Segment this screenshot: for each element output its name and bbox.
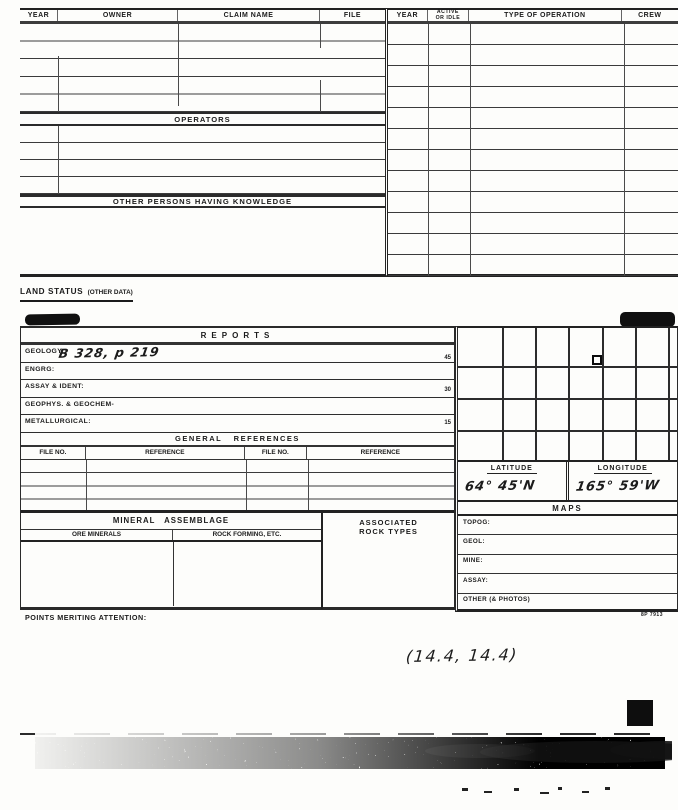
latitude-cell (458, 462, 566, 500)
assay-ident-label: ASSAY & IDENT: (25, 383, 84, 391)
scan-dot-artifact (540, 792, 549, 794)
operations-empty-rows (388, 24, 678, 276)
scan-black-square-artifact (627, 700, 653, 726)
general-references-title: GENERAL REFERENCES (21, 433, 454, 447)
other-persons-empty-area (20, 208, 385, 275)
column-divider (246, 460, 247, 510)
operations-col-year: YEAR (388, 10, 428, 21)
handwritten-annotation: (14.4, 14.4) (405, 645, 519, 666)
claims-col-owner: OWNER (58, 10, 178, 21)
active-line2: OR IDLE (435, 14, 461, 21)
latitude-label: LATITUDE (487, 465, 537, 474)
grid-line-horizontal (458, 398, 677, 400)
map-row-geol: GEOL: (458, 535, 677, 554)
tape-mark-right (620, 312, 675, 327)
report-row-geology (21, 345, 454, 363)
grid-line-vertical (635, 328, 637, 460)
column-divider (178, 24, 179, 106)
scan-dot-artifact (462, 788, 468, 791)
grid-line-vertical (602, 328, 604, 460)
points-meriting-attention-label: POINTS MERITING ATTENTION: (25, 613, 147, 622)
column-divider (428, 24, 429, 276)
gr-col-reference-1: REFERENCE (86, 447, 245, 459)
report-row-metallurgical (21, 415, 454, 433)
grid-line-vertical (668, 328, 670, 460)
column-divider (86, 460, 87, 510)
gr-col-reference-2: REFERENCE (360, 449, 401, 457)
grid-line-horizontal (458, 430, 677, 432)
operations-table-header (388, 10, 678, 24)
claims-col-file: FILE (343, 12, 362, 19)
geology-handwritten-value: B 328, p 219 (57, 344, 161, 361)
scan-noise-smudge-artifact (10, 727, 672, 777)
mineral-assemblage-left (21, 513, 321, 609)
grid-line-vertical (568, 328, 570, 460)
operators-section-header: OPERATORS (20, 112, 385, 126)
longitude-label: LONGITUDE (594, 465, 652, 474)
map-row-topog: TOPOG: (458, 516, 677, 535)
gr-col-file-no-2: FILE NO. (245, 447, 307, 459)
land-status-label (20, 281, 133, 302)
geophys-geochem-label: GEOPHYS. & GEOCHEM- (25, 400, 115, 408)
associated-line2: ROCK TYPES (359, 526, 418, 536)
scan-dot-artifact (484, 791, 492, 793)
active-line1: ACTIVE (436, 9, 459, 15)
scan-dot-artifact (605, 787, 610, 790)
latitude-handwritten-value: 64° 45'N (463, 478, 537, 495)
geology-label: GEOLOGY: (25, 348, 65, 355)
associated-rock-types-cell (321, 513, 454, 609)
general-references-empty-rows (21, 460, 454, 513)
operations-col-crew: CREW (638, 12, 662, 19)
quadrangle-grid (458, 328, 677, 462)
associated-line1: ASSOCIATED (359, 517, 418, 527)
land-status-subtext: (OTHER DATA) (87, 289, 133, 296)
column-divider (320, 80, 321, 112)
gr-col-file-no-1: FILE NO. (21, 447, 86, 459)
map-row-mine: MINE: (458, 555, 677, 574)
tape-mark-left (25, 314, 80, 326)
lat-long-row (458, 462, 677, 502)
scan-dot-artifact (514, 788, 519, 791)
reports-title: REPORTS (21, 328, 454, 345)
column-divider (624, 24, 625, 276)
operators-empty-rows (20, 126, 385, 194)
location-box (455, 326, 678, 612)
rock-forming-col: ROCK FORMING, ETC. (212, 531, 282, 539)
column-divider (173, 542, 174, 606)
grid-tick-30: 30 (444, 387, 451, 393)
scan-dot-artifact (582, 791, 589, 793)
map-row-assay: ASSAY: (458, 574, 677, 593)
claims-col-year: YEAR (20, 10, 58, 21)
grid-line-horizontal (458, 366, 677, 368)
claims-table (20, 8, 385, 277)
grid-tick-45: 45 (444, 355, 451, 361)
claims-col-claim-name: CLAIM NAME (178, 10, 320, 21)
ore-minerals-col: ORE MINERALS (21, 530, 173, 540)
land-status-text: LAND STATUS (20, 287, 84, 296)
other-persons-section-header: OTHER PERSONS HAVING KNOWLEDGE (20, 194, 385, 208)
longitude-handwritten-value: 165° 59'W (574, 478, 661, 495)
report-row-geophys-geochem (21, 398, 454, 416)
metallurgical-label: METALLURGICAL: (25, 418, 91, 426)
longitude-cell (566, 462, 678, 500)
claims-table-header (20, 10, 385, 24)
engrg-label: ENGRG: (25, 365, 55, 373)
general-references-header (21, 447, 454, 460)
mineral-assemblage-empty (21, 542, 321, 606)
map-row-other-photos: OTHER (& PHOTOS) (463, 596, 531, 604)
operations-table (385, 8, 678, 277)
reports-box (20, 326, 455, 610)
grid-line-vertical (535, 328, 537, 460)
column-divider (58, 126, 59, 194)
report-row-assay-ident (21, 380, 454, 398)
report-row-engrg (21, 363, 454, 381)
operations-col-type: TYPE OF OPERATION (469, 10, 621, 21)
column-divider (308, 460, 309, 510)
claims-empty-rows (20, 24, 385, 112)
mineral-assemblage-subheader (21, 529, 321, 542)
grid-tick-15: 15 (444, 420, 451, 426)
grid-line-vertical (502, 328, 504, 460)
form-number: 8P 7913 (640, 612, 663, 618)
column-divider (58, 56, 59, 112)
column-divider (470, 24, 471, 276)
maps-section-title: MAPS (458, 502, 677, 516)
column-divider (320, 24, 321, 48)
location-marker-square (592, 355, 602, 365)
scan-dot-artifact (558, 787, 562, 790)
mineral-assemblage-title: MINERAL ASSEMBLAGE (112, 516, 230, 526)
operations-col-active-or-idle (428, 10, 470, 21)
mineral-assemblage-section (21, 513, 454, 609)
